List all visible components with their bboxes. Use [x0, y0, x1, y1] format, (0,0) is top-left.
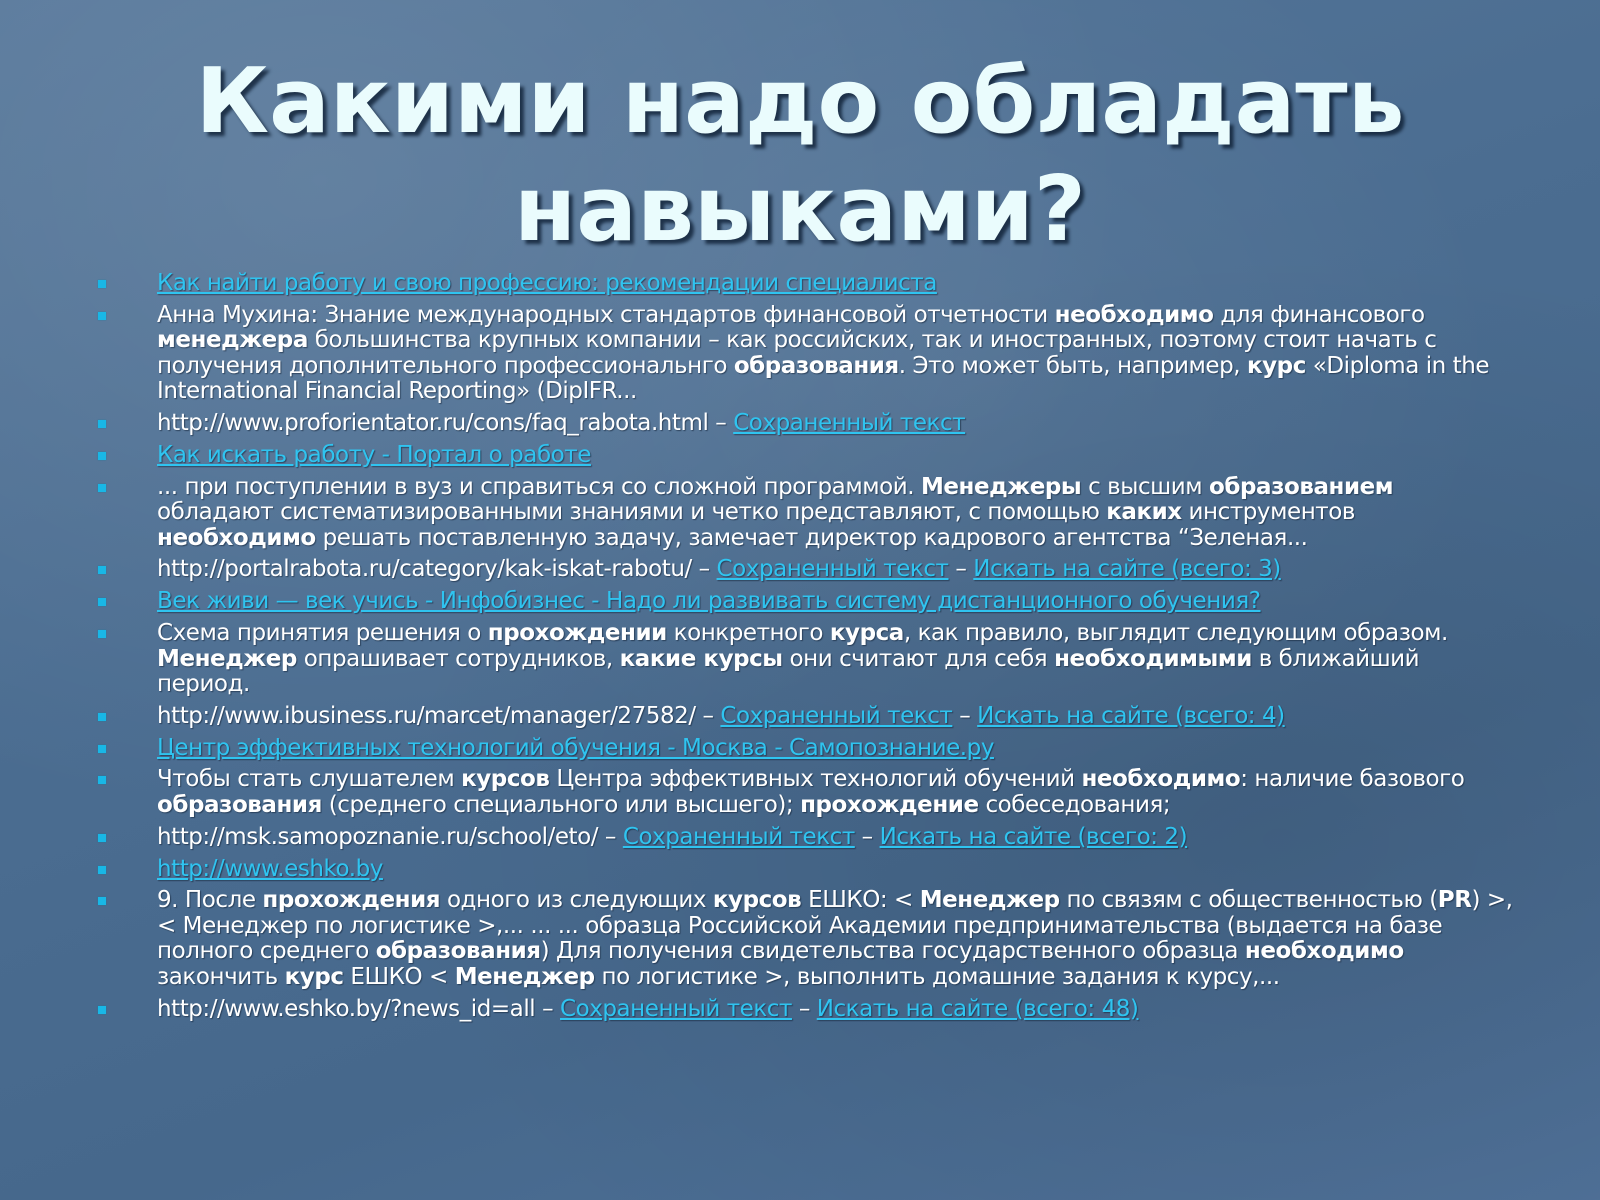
- square-bullet-icon: [98, 598, 106, 606]
- separator: –: [854, 823, 880, 850]
- separator: –: [695, 702, 721, 729]
- list-item: [96, 704, 1516, 730]
- list-item: [96, 767, 1516, 818]
- square-bullet-icon: [98, 834, 106, 842]
- saved-copy-link[interactable]: Сохраненный текст: [716, 556, 949, 583]
- square-bullet-icon: [98, 566, 106, 574]
- list-item: [96, 589, 1516, 615]
- list-item: [96, 475, 1516, 552]
- square-bullet-icon: [98, 1006, 106, 1014]
- list-item: [96, 621, 1516, 698]
- title-line-2: навыками?: [514, 157, 1086, 262]
- square-bullet-icon: [98, 484, 106, 492]
- slide-title: [0, 48, 1600, 264]
- result-title-link[interactable]: Как найти работу и свою профессию: рекомендации специалиста: [157, 270, 937, 296]
- separator: –: [598, 823, 623, 850]
- snippet-text: Анна Мухина: Знание международных стандартов финансовой отчетности необходимо для финансового менеджера большинства крупных компании – как российских, так и иностранных, поэтому стоит начать с получения дополнительного профессиональнго образования. Это может быть, например, курс «Diploma in the International Financial Reporting» (DipIFR...: [157, 301, 1490, 405]
- list-item: [96, 411, 1516, 437]
- square-bullet-icon: [98, 280, 106, 288]
- square-bullet-icon: [98, 897, 106, 905]
- list-item: [96, 997, 1516, 1023]
- search-site-link[interactable]: Искать на сайте (всего: 2): [879, 823, 1188, 850]
- snippet-text: Чтобы стать слушателем курсов Центра эффективных технологий обучений необходимо: наличие базового образования (среднего специального или высшего); прохождение собеседования;: [157, 766, 1465, 818]
- result-url: http://www.proforientator.ru/cons/faq_rabota.html: [157, 410, 709, 437]
- snippet-text: ... при поступлении в вуз и справиться со сложной программой. Менеджеры с высшим образованием обладают систематизированными знаниями и четко представляют, с помощью каких инструментов необходимо решать поставленную задачу, замечает директор кадрового агентства “Зеленая...: [157, 473, 1394, 551]
- square-bullet-icon: [98, 776, 106, 784]
- list-item: [96, 888, 1516, 990]
- square-bullet-icon: [98, 630, 106, 638]
- separator: –: [948, 556, 974, 583]
- result-url: http://portalrabota.ru/category/kak-iskat-rabotu/: [157, 556, 692, 583]
- saved-copy-link[interactable]: Сохраненный текст: [560, 995, 792, 1022]
- square-bullet-icon: [98, 713, 106, 721]
- search-site-link[interactable]: Искать на сайте (всего: 3): [973, 556, 1281, 583]
- list-item: [96, 557, 1516, 583]
- bullet-list: [96, 271, 1516, 1028]
- saved-copy-link[interactable]: Сохраненный текст: [733, 410, 966, 437]
- title-line-1: Какими надо обладать: [195, 49, 1405, 154]
- search-site-link[interactable]: Искать на сайте (всего: 48): [816, 995, 1139, 1022]
- square-bullet-icon: [98, 452, 106, 460]
- separator: –: [708, 410, 734, 437]
- result-title-link[interactable]: Век живи — век учись - Инфобизнес - Надо ли развивать систему дистанционного обучения?: [157, 588, 1261, 615]
- list-item: [96, 736, 1516, 762]
- list-item: [96, 443, 1516, 469]
- list-item: [96, 303, 1516, 405]
- result-url: http://www.eshko.by/?news_id=all: [157, 995, 536, 1022]
- square-bullet-icon: [98, 745, 106, 753]
- result-title-link[interactable]: Центр эффективных технологий обучения - Москва - Самопознание.ру: [157, 734, 994, 761]
- square-bullet-icon: [98, 312, 106, 320]
- separator: –: [535, 995, 560, 1022]
- saved-copy-link[interactable]: Сохраненный текст: [622, 823, 855, 850]
- search-site-link[interactable]: Искать на сайте (всего: 4): [977, 702, 1285, 729]
- square-bullet-icon: [98, 866, 106, 874]
- separator: –: [952, 702, 978, 729]
- separator: –: [691, 556, 717, 583]
- result-url-link[interactable]: http://www.eshko.by: [157, 855, 383, 882]
- result-title-link[interactable]: Как искать работу - Портал о работе: [157, 441, 591, 468]
- list-item: [96, 857, 1516, 883]
- snippet-text: Схема принятия решения о прохождении конкретного курса, как правило, выглядит следующим образом. Менеджер опрашивает сотрудников, какие курсы они считают для себя необходимыми в ближайший период.: [157, 620, 1448, 698]
- saved-copy-link[interactable]: Сохраненный текст: [720, 702, 953, 729]
- snippet-text: 9. После прохождения одного из следующих курсов ЕШКО: < Менеджер по связям с общественностью (PR) >, < Менеджер по логистике >,... ... ... образца Российской Академии предпринимательства (выдается на базе полного среднего образования) Для получения свидетельства государственного образца необходимо закончить курс ЕШКО < Менеджер по логистике >, выполнить домашние задания к курсу,...: [157, 887, 1513, 990]
- list-item: [96, 825, 1516, 851]
- square-bullet-icon: [98, 420, 106, 428]
- result-url: http://msk.samopoznanie.ru/school/eto/: [157, 823, 599, 850]
- result-url: http://www.ibusiness.ru/marcet/manager/27582/: [157, 702, 696, 729]
- list-item: [96, 271, 1516, 297]
- separator: –: [791, 995, 817, 1022]
